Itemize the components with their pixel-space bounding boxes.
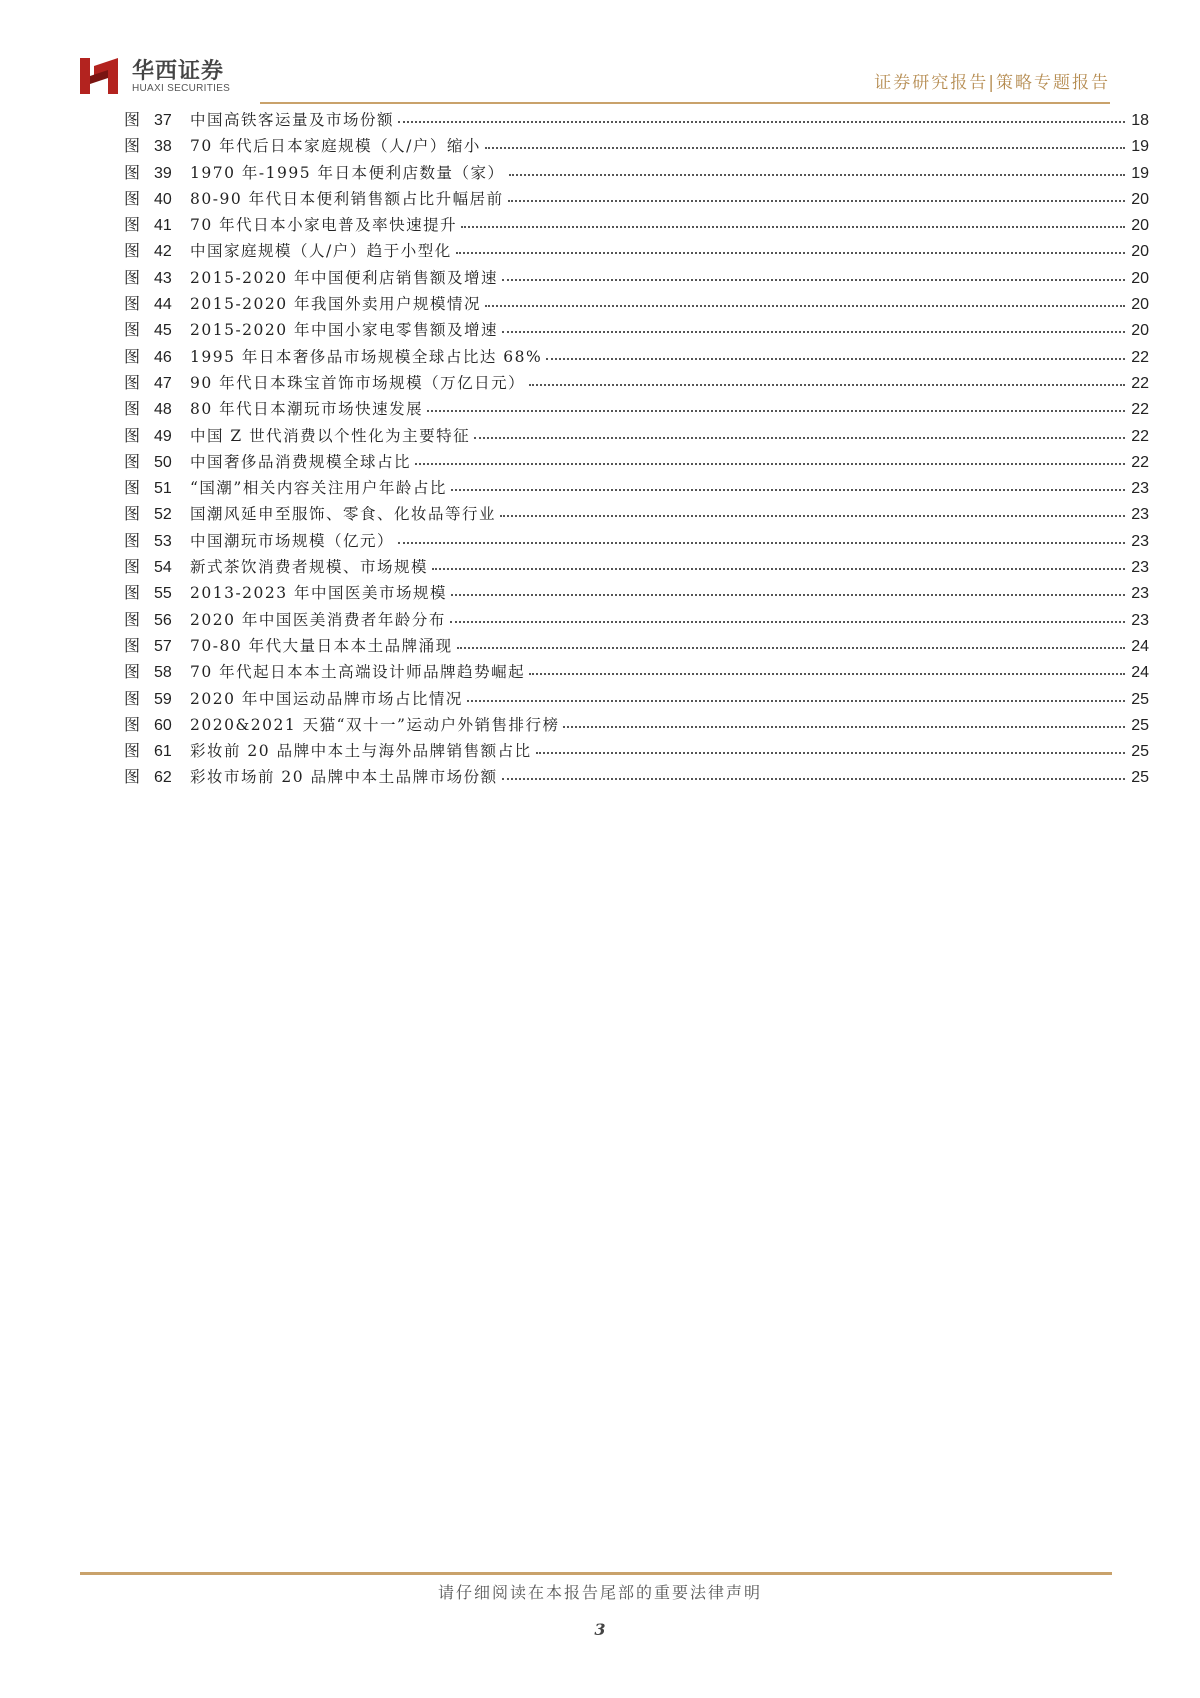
toc-entry-number: 38 <box>154 138 172 156</box>
toc-entry-title: “国潮”相关内容关注用户年龄占比 <box>190 479 447 498</box>
toc-entry-number: 41 <box>154 217 172 235</box>
toc-entry-page: 23 <box>1131 559 1149 577</box>
toc-entry-number: 60 <box>154 716 172 734</box>
toc-entry-number: 42 <box>154 243 172 261</box>
toc-entry-title: 国潮风延申至服饰、零食、化妆品等行业 <box>190 505 497 524</box>
toc-entry[interactable] <box>124 370 1149 396</box>
toc-entry-number: 40 <box>154 190 172 208</box>
toc-entry-number: 47 <box>154 374 172 392</box>
toc-entry-label: 图 <box>124 399 141 419</box>
toc-entry-page: 23 <box>1131 532 1149 550</box>
toc-leader-dots <box>485 147 1125 149</box>
toc-leader-dots <box>502 778 1125 780</box>
toc-leader-dots <box>415 463 1125 465</box>
toc-entry-number: 52 <box>154 506 172 524</box>
toc-entry[interactable] <box>124 580 1149 606</box>
toc-entry[interactable] <box>124 449 1149 475</box>
toc-entry[interactable] <box>124 265 1149 291</box>
toc-leader-dots <box>509 174 1126 176</box>
report-type-label: 证券研究报告|策略专题报告 <box>874 73 1110 93</box>
toc-entry-title: 中国奢侈品消费规模全球占比 <box>190 452 412 471</box>
toc-entry[interactable] <box>124 633 1149 659</box>
toc-entry-label: 图 <box>124 557 141 577</box>
toc-entry-title: 中国高铁客运量及市场份额 <box>190 111 395 129</box>
company-logo <box>80 52 240 100</box>
toc-leader-dots <box>461 226 1125 228</box>
table-of-figures <box>124 107 1149 791</box>
toc-entry-label: 图 <box>124 688 141 708</box>
toc-entry-title: 80-90 年代日本便利销售额占比升幅居前 <box>190 189 504 208</box>
toc-entry[interactable] <box>124 659 1149 685</box>
toc-entry-label: 图 <box>124 110 141 129</box>
toc-leader-dots <box>456 252 1125 254</box>
toc-entry[interactable] <box>124 764 1149 790</box>
toc-entry-page: 23 <box>1131 585 1149 603</box>
toc-entry-label: 图 <box>124 294 141 314</box>
toc-entry-title: 2015-2020 年中国小家电零售额及增速 <box>190 321 499 340</box>
toc-entry-label: 图 <box>124 478 141 498</box>
toc-entry-label: 图 <box>124 267 141 287</box>
toc-entry-page: 22 <box>1131 427 1149 445</box>
toc-entry-page: 24 <box>1131 664 1149 682</box>
toc-entry[interactable] <box>124 607 1149 633</box>
toc-entry-number: 55 <box>154 585 172 603</box>
toc-entry-number: 59 <box>154 690 172 708</box>
toc-entry[interactable] <box>124 554 1149 580</box>
toc-entry-label: 图 <box>124 162 141 182</box>
toc-entry-page: 20 <box>1131 190 1149 208</box>
toc-entry-title: 新式茶饮消费者规模、市场规模 <box>190 558 429 577</box>
toc-entry-label: 图 <box>124 346 141 366</box>
toc-entry-page: 22 <box>1131 453 1149 471</box>
toc-leader-dots <box>502 279 1125 281</box>
legal-notice: 请仔细阅读在本报告尾部的重要法律声明 <box>437 1583 762 1602</box>
huaxi-logo-icon <box>80 56 118 96</box>
toc-entry-page: 22 <box>1131 348 1149 366</box>
logo-english-name: HUAXI SECURITIES <box>132 83 231 94</box>
toc-leader-dots <box>546 358 1125 360</box>
toc-entry-title: 90 年代日本珠宝首饰市场规模（万亿日元） <box>190 373 526 392</box>
toc-entry-label: 图 <box>124 662 141 682</box>
toc-entry[interactable] <box>124 160 1149 186</box>
toc-entry-number: 48 <box>154 401 172 419</box>
header-divider <box>260 102 1110 104</box>
toc-leader-dots <box>563 726 1125 728</box>
toc-entry-page: 22 <box>1131 374 1149 392</box>
footer-divider <box>80 1572 1112 1575</box>
toc-entry-number: 39 <box>154 164 172 182</box>
toc-leader-dots <box>529 384 1125 386</box>
toc-entry-title: 80 年代日本潮玩市场快速发展 <box>190 400 424 419</box>
toc-entry-number: 62 <box>154 769 172 787</box>
toc-entry[interactable] <box>124 423 1149 449</box>
toc-entry-number: 45 <box>154 322 172 340</box>
toc-leader-dots <box>432 568 1125 570</box>
toc-entry[interactable] <box>124 396 1149 422</box>
toc-entry-page: 22 <box>1131 401 1149 419</box>
toc-entry-label: 图 <box>124 320 141 340</box>
toc-entry[interactable] <box>124 528 1149 554</box>
toc-leader-dots <box>467 700 1125 702</box>
toc-entry[interactable] <box>124 738 1149 764</box>
toc-leader-dots <box>450 621 1125 623</box>
toc-entry-label: 图 <box>124 767 141 787</box>
toc-entry[interactable] <box>124 107 1149 133</box>
toc-entry-page: 25 <box>1131 769 1149 787</box>
page-number: 3 <box>594 1620 606 1639</box>
toc-entry-title: 70-80 年代大量日本本土品牌涌现 <box>190 636 453 655</box>
toc-entry-title: 1995 年日本奢侈品市场规模全球占比达 68% <box>190 347 543 366</box>
toc-entry-page: 23 <box>1131 611 1149 629</box>
toc-entry-title: 2020 年中国运动品牌市场占比情况 <box>190 689 463 708</box>
toc-entry-number: 43 <box>154 269 172 287</box>
toc-entry-number: 56 <box>154 611 172 629</box>
toc-leader-dots <box>508 200 1125 202</box>
toc-entry-number: 46 <box>154 348 172 366</box>
toc-entry-title: 2020 年中国医美消费者年龄分布 <box>190 610 446 629</box>
toc-entry-title: 2015-2020 年我国外卖用户规模情况 <box>190 295 482 314</box>
toc-entry-label: 图 <box>124 583 141 603</box>
toc-entry-title: 2013-2023 年中国医美市场规模 <box>190 584 448 603</box>
toc-entry-page: 23 <box>1131 506 1149 524</box>
toc-entry-label: 图 <box>124 372 141 392</box>
toc-entry-label: 图 <box>124 530 141 550</box>
toc-entry-title: 2020&2021 天猫“双十一”运动户外销售排行榜 <box>190 715 560 734</box>
toc-entry[interactable] <box>124 712 1149 738</box>
toc-entry-page: 25 <box>1131 743 1149 761</box>
toc-entry-page: 20 <box>1131 296 1149 314</box>
toc-leader-dots <box>398 542 1125 544</box>
toc-entry-label: 图 <box>124 504 141 524</box>
toc-leader-dots <box>398 121 1125 123</box>
toc-leader-dots <box>457 647 1125 649</box>
toc-leader-dots <box>451 594 1125 596</box>
toc-entry-title: 70 年代后日本家庭规模（人/户）缩小 <box>190 137 481 156</box>
toc-entry-label: 图 <box>124 215 141 235</box>
toc-entry-page: 25 <box>1131 690 1149 708</box>
toc-entry[interactable] <box>124 344 1149 370</box>
toc-entry[interactable] <box>124 212 1149 238</box>
toc-entry-title: 70 年代起日本本土高端设计师品牌趋势崛起 <box>190 663 526 682</box>
toc-entry-title: 1970 年-1995 年日本便利店数量（家） <box>190 163 505 182</box>
toc-entry-label: 图 <box>124 451 141 471</box>
toc-entry[interactable] <box>124 686 1149 712</box>
toc-entry-title: 2015-2020 年中国便利店销售额及增速 <box>190 268 499 287</box>
toc-entry[interactable] <box>124 186 1149 212</box>
logo-chinese-name: 华西证券 <box>132 58 225 84</box>
toc-entry-page: 25 <box>1131 716 1149 734</box>
toc-entry-page: 23 <box>1131 480 1149 498</box>
toc-entry-page: 19 <box>1131 164 1149 182</box>
toc-entry-title: 70 年代日本小家电普及率快速提升 <box>190 216 458 235</box>
toc-leader-dots <box>536 752 1125 754</box>
toc-entry-number: 58 <box>154 664 172 682</box>
toc-leader-dots <box>500 515 1125 517</box>
toc-leader-dots <box>502 331 1125 333</box>
toc-entry-page: 24 <box>1131 637 1149 655</box>
toc-entry-number: 53 <box>154 532 172 550</box>
toc-entry[interactable] <box>124 317 1149 343</box>
toc-entry-page: 20 <box>1131 243 1149 261</box>
toc-entry[interactable] <box>124 501 1149 527</box>
toc-entry-label: 图 <box>124 741 141 761</box>
toc-entry-page: 20 <box>1131 217 1149 235</box>
toc-leader-dots <box>451 489 1125 491</box>
toc-entry-number: 44 <box>154 296 172 314</box>
toc-entry-label: 图 <box>124 188 141 208</box>
toc-entry-number: 50 <box>154 453 172 471</box>
toc-entry-label: 图 <box>124 136 141 156</box>
toc-entry-label: 图 <box>124 425 141 445</box>
toc-entry-number: 54 <box>154 559 172 577</box>
toc-leader-dots <box>529 673 1125 675</box>
toc-entry-label: 图 <box>124 635 141 655</box>
toc-entry-title: 中国 Z 世代消费以个性化为主要特征 <box>190 426 471 445</box>
toc-leader-dots <box>427 410 1125 412</box>
toc-entry-number: 61 <box>154 743 172 761</box>
toc-entry-title: 中国家庭规模（人/户）趋于小型化 <box>190 242 452 261</box>
toc-leader-dots <box>485 305 1125 307</box>
toc-entry-label: 图 <box>124 714 141 734</box>
toc-entry-title: 中国潮玩市场规模（亿元） <box>190 531 395 550</box>
toc-entry-page: 20 <box>1131 322 1149 340</box>
toc-entry[interactable] <box>124 133 1149 159</box>
toc-entry-number: 49 <box>154 427 172 445</box>
toc-leader-dots <box>474 437 1125 439</box>
toc-entry[interactable] <box>124 291 1149 317</box>
toc-entry-number: 57 <box>154 637 172 655</box>
toc-entry-page: 19 <box>1131 138 1149 156</box>
toc-entry-label: 图 <box>124 241 141 261</box>
toc-entry-title: 彩妆前 20 品牌中本土与海外品牌销售额占比 <box>190 742 532 761</box>
toc-entry-page: 20 <box>1131 269 1149 287</box>
toc-entry-number: 37 <box>154 112 172 129</box>
toc-entry-number: 51 <box>154 480 172 498</box>
toc-entry[interactable] <box>124 238 1149 264</box>
toc-entry[interactable] <box>124 475 1149 501</box>
toc-entry-page: 18 <box>1131 112 1149 129</box>
toc-entry-label: 图 <box>124 609 141 629</box>
toc-entry-title: 彩妆市场前 20 品牌中本土品牌市场份额 <box>190 768 498 787</box>
